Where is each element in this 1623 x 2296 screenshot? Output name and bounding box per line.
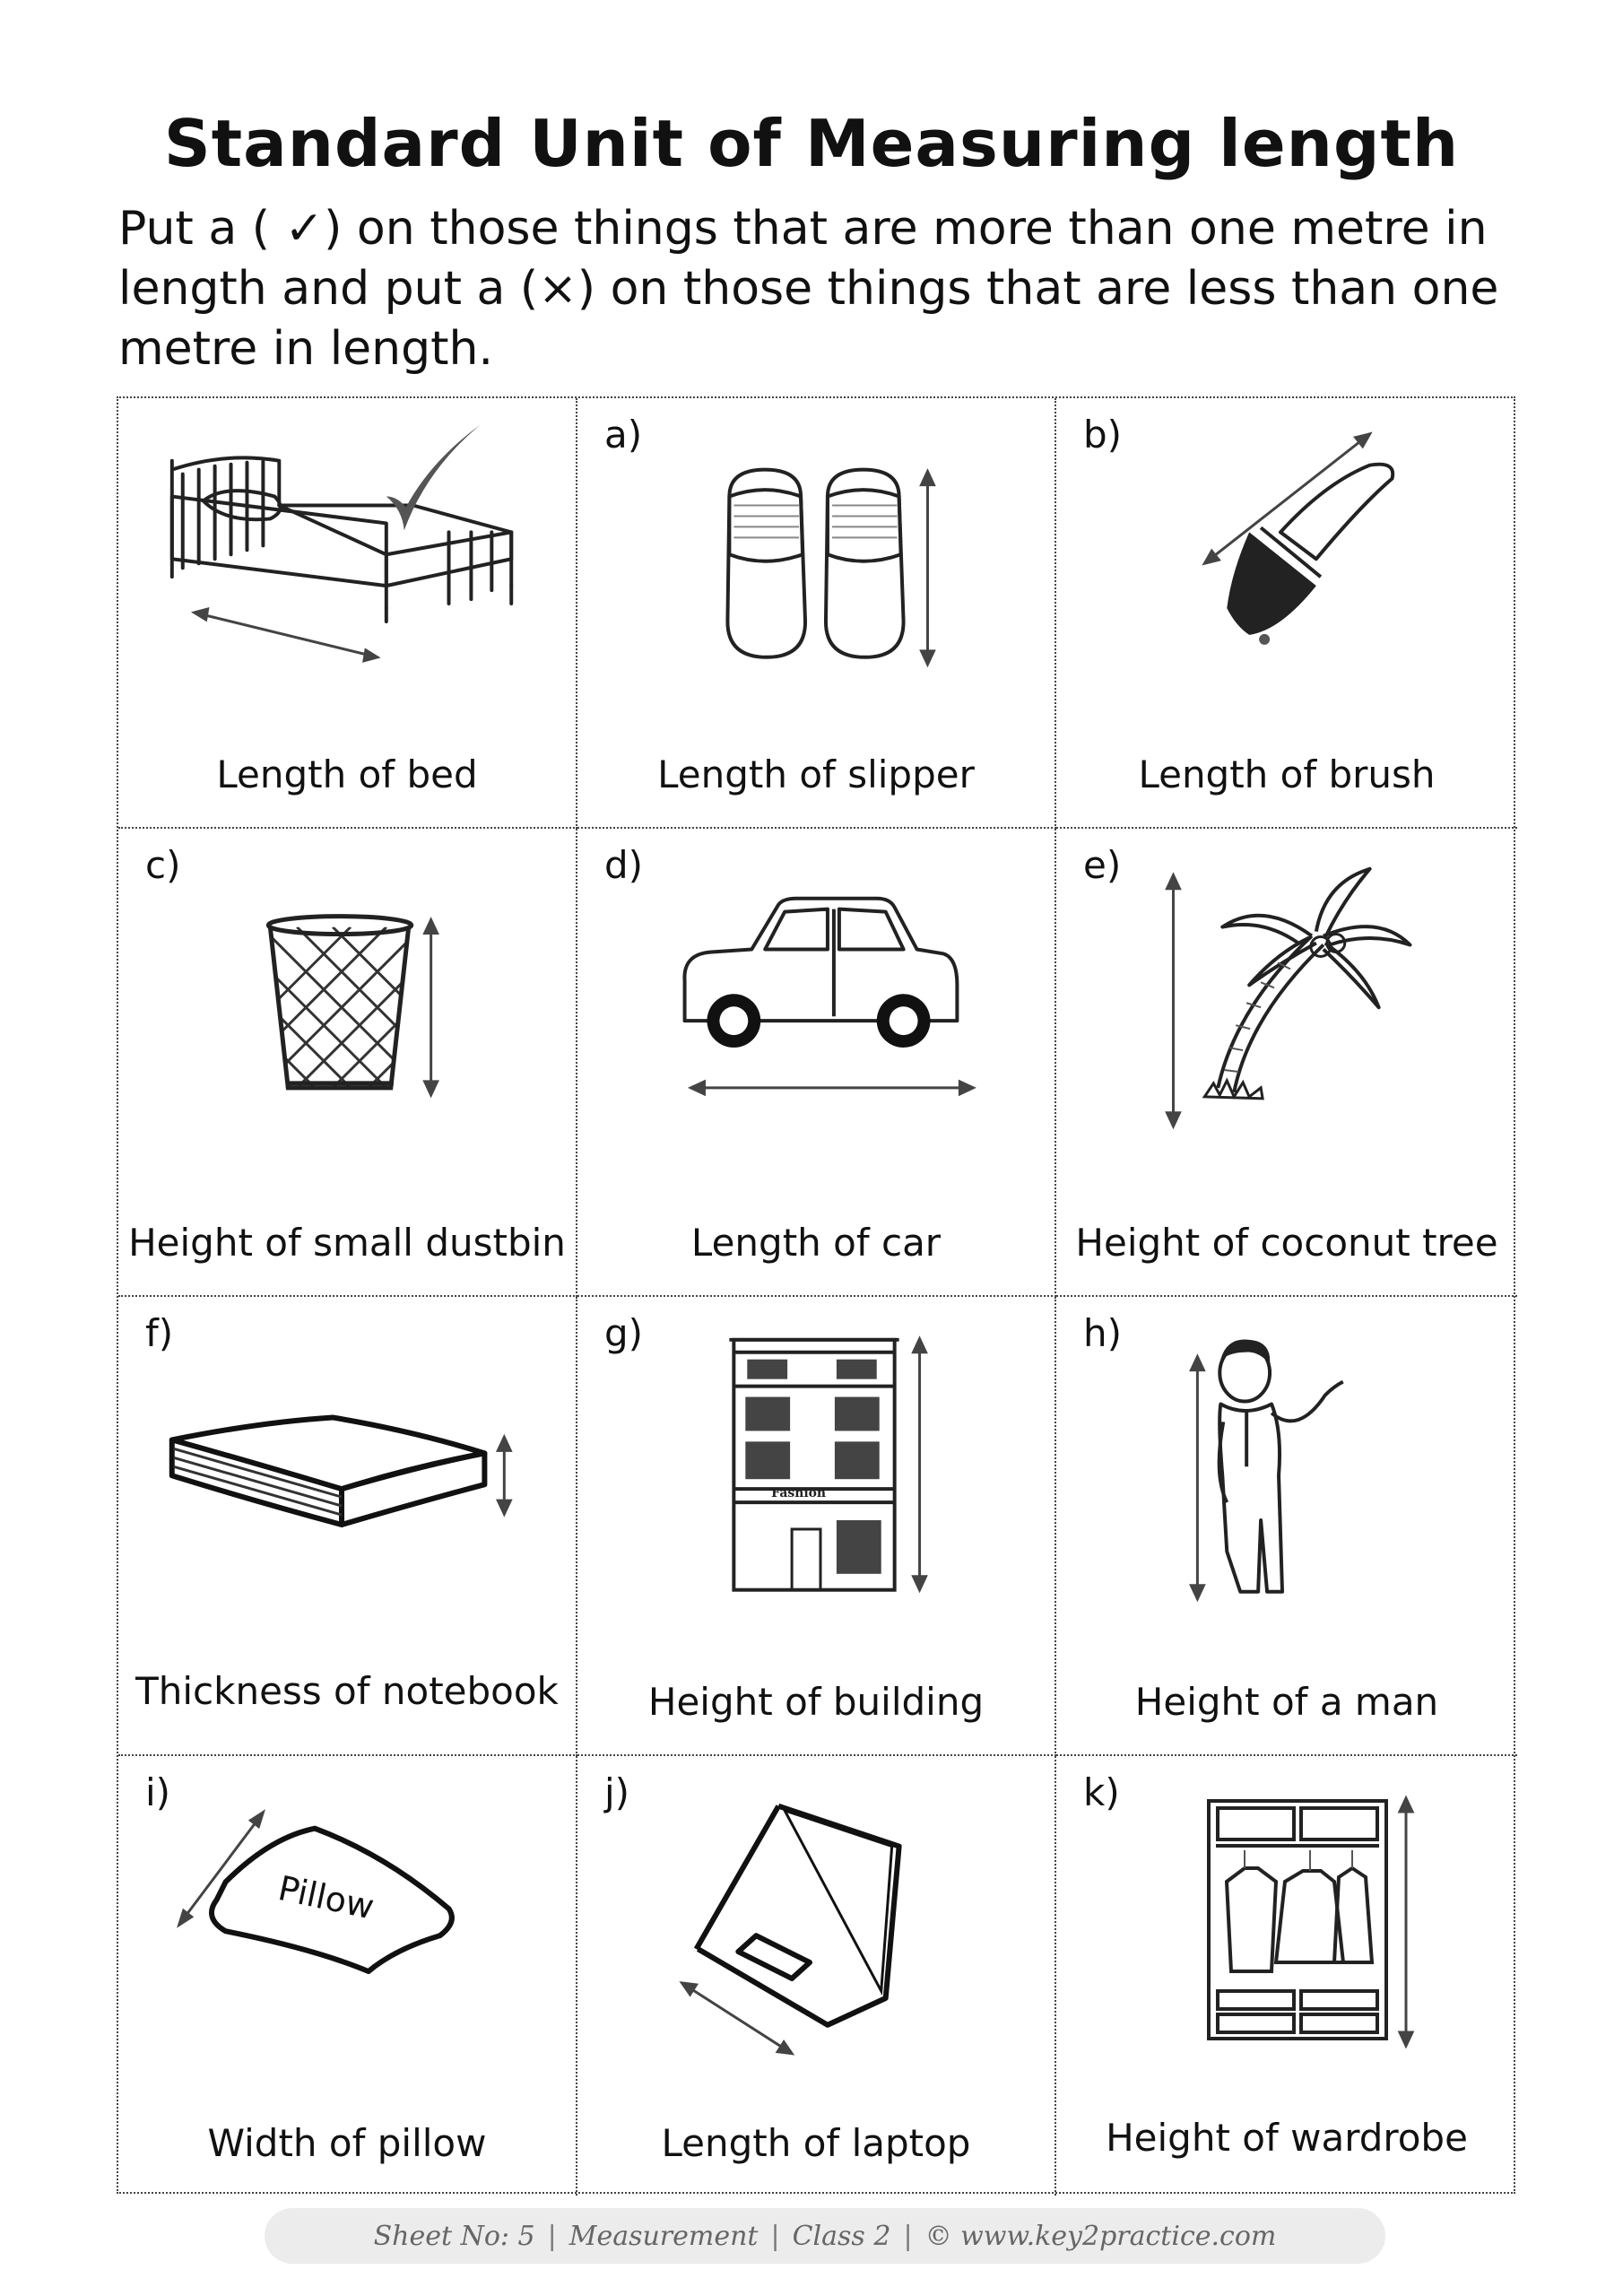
footer-topic: Measurement: [568, 2220, 759, 2252]
item-laptop[interactable]: [577, 1756, 1056, 2196]
item-slipper[interactable]: [577, 398, 1056, 829]
item-caption: Height of small dustbin: [128, 1221, 566, 1265]
page-title: Standard Unit of Measuring length: [163, 106, 1460, 181]
item-letter: f): [145, 1311, 174, 1355]
footer-separator: |: [547, 2220, 557, 2252]
item-letter: a): [604, 413, 643, 457]
instructions-text: Put a ( ✓) on those things that are more than one metre in length and put a (×) on those things that are less than one metre in length.: [118, 202, 1499, 376]
footer-separator: |: [770, 2220, 780, 2252]
item-coconut-tree[interactable]: [1056, 829, 1517, 1297]
footer-sheet: Sheet No: 5: [373, 2220, 535, 2252]
item-caption: Height of wardrobe: [1106, 2116, 1468, 2160]
item-letter: j): [604, 1770, 630, 1814]
item-letter: i): [145, 1770, 171, 1814]
footer-separator: |: [903, 2220, 913, 2252]
item-caption: Length of bed: [216, 752, 478, 796]
item-car[interactable]: [577, 829, 1056, 1297]
building-sign: Fashion: [771, 1486, 827, 1501]
item-caption: Length of brush: [1138, 752, 1436, 796]
item-caption: Height of a man: [1134, 1680, 1439, 1724]
item-pillow[interactable]: [118, 1756, 577, 2196]
item-bed[interactable]: [118, 398, 577, 829]
item-caption: Thickness of notebook: [135, 1669, 559, 1713]
item-brush[interactable]: [1056, 398, 1517, 829]
item-caption: Length of slipper: [657, 752, 975, 796]
item-man[interactable]: [1056, 1297, 1517, 1756]
item-caption: Height of building: [647, 1680, 985, 1724]
item-caption: Height of coconut tree: [1075, 1221, 1498, 1265]
worksheet-grid: [117, 396, 1515, 2194]
footer-site-link[interactable]: © www.key2practice.com: [924, 2220, 1277, 2252]
item-caption: Length of car: [690, 1221, 942, 1265]
item-letter: c): [145, 843, 181, 887]
item-letter: g): [604, 1311, 644, 1355]
item-letter: b): [1083, 413, 1123, 457]
footer-bar: [265, 2208, 1385, 2264]
item-notebook[interactable]: [118, 1297, 577, 1756]
footer-class: Class 2: [792, 2220, 891, 2252]
item-dustbin[interactable]: [118, 829, 577, 1297]
item-letter: k): [1083, 1770, 1120, 1814]
item-letter: h): [1083, 1311, 1123, 1355]
item-caption: Length of laptop: [661, 2121, 971, 2165]
item-letter: e): [1083, 843, 1122, 887]
item-wardrobe[interactable]: [1056, 1756, 1517, 2196]
pillow-label: Pillow: [274, 1868, 378, 1927]
item-letter: d): [604, 843, 644, 887]
item-caption: Width of pillow: [207, 2121, 487, 2165]
item-building[interactable]: [577, 1297, 1056, 1756]
